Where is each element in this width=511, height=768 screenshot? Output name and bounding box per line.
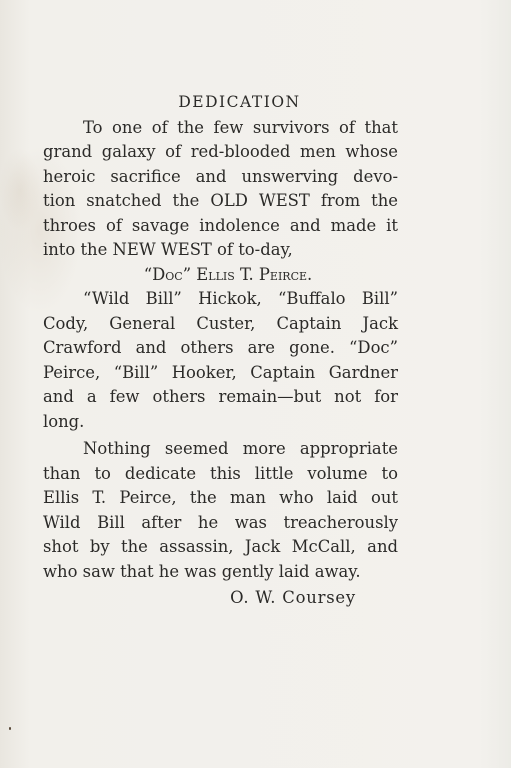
author-signature: O. W. Coursey [230, 588, 356, 607]
paragraph-3-line: Wild Bill after he was treacherously [43, 512, 398, 532]
paragraph-1-line: into the NEW WEST of to-day, [43, 240, 293, 259]
paragraph-2-line: Crawford and others are gone. “Doc” [43, 338, 398, 357]
paragraph-3-line: Nothing seemed more appropriate [83, 439, 398, 458]
paragraph-2-line: Peirce, “Bill” Hooker, Captain Gardner [43, 362, 398, 382]
paragraph-2-line: Cody, General Custer, Captain Jack [43, 313, 398, 333]
dedication-text [43, 90, 398, 611]
page-title: DEDICATION [178, 93, 301, 111]
paragraph-1-line: throes of savage indolence and made it [43, 215, 398, 235]
paragraph-3-line: Ellis T. Peirce, the man who laid out [43, 488, 398, 507]
paragraph-3-line: who saw that he was gently laid away. [43, 561, 361, 581]
paragraph-1-line: heroic sacrifice and unswerving devo- [43, 166, 398, 186]
paragraph-1-line: To one of the few survivors of that [83, 117, 398, 137]
paragraph-2-line: long. [43, 411, 85, 431]
paragraph-3-line: shot by the assassin, Jack McCall, and [43, 537, 398, 556]
paragraph-1-line: grand galaxy of red-blooded men whose [43, 142, 398, 161]
honoree-name: “Doc” Ellis T. Peirce. [143, 264, 313, 284]
paragraph-1-line: tion snatched the OLD WEST from the [43, 191, 398, 210]
paragraph-2-line: “Wild Bill” Hickok, “Buffalo Bill” [83, 289, 398, 308]
paper-speck [9, 727, 11, 730]
paragraph-3-line: than to dedicate this little volume to [43, 463, 398, 483]
paragraph-2-line: and a few others remain—but not for [43, 387, 398, 406]
